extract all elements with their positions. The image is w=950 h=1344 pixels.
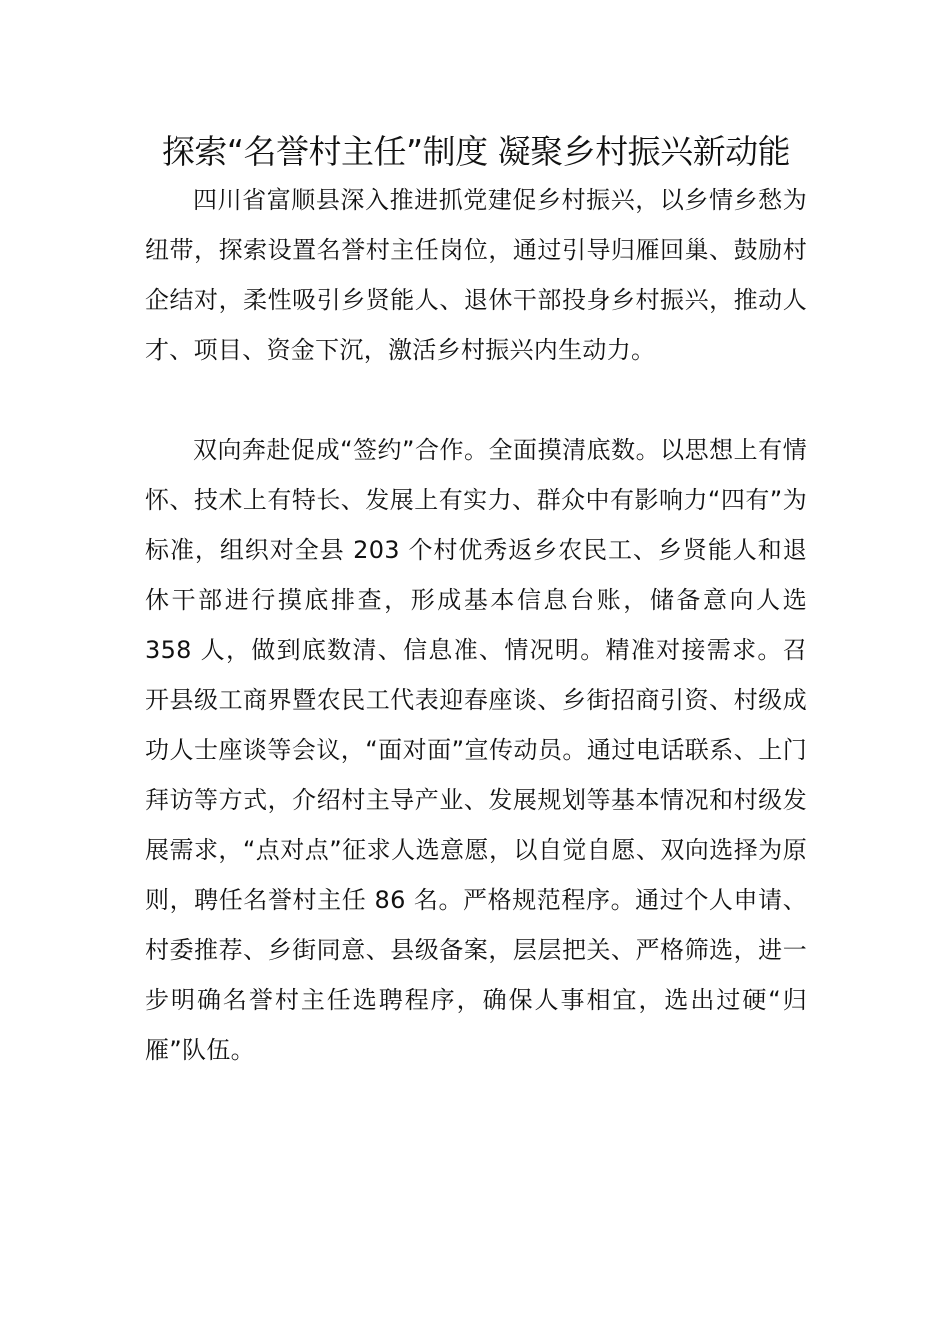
document-page	[145, 128, 807, 1075]
body-paragraph: 双向奔赴促成“签约”合作。全面摸清底数。以思想上有情怀、技术上有特长、发展上有实力、群众中有影响力“四有”为标准，组织对全县 203 个村优秀返乡农民工、乡贤能人和退休干部进行摸底排查，形成基本信息台账，储备意向人选 358 人，做到底数清、信息准、情况明。精准对接需求。召开县级工商界暨农民工代表迎春座谈、乡街招商引资、村级成功人士座谈等会议，“面对面”宣传动员。通过电话联系、上门拜访等方式，介绍村主导产业、发展规划等基本情况和村级发展需求，“点对点”征求人选意愿，以自觉自愿、双向选择为原则，聘任名誉村主任 86 名。严格规范程序。通过个人申请、村委推荐、乡街同意、县级备案，层层把关、严格筛选，进一步明确名誉村主任选聘程序，确保人事相宜，选出过硬“归雁”队伍。	[145, 436, 807, 1064]
intro-paragraph: 四川省富顺县深入推进抓党建促乡村振兴，以乡情乡愁为纽带，探索设置名誉村主任岗位，通过引导归雁回巢、鼓励村企结对，柔性吸引乡贤能人、退休干部投身乡村振兴，推动人才、项目、资金下沉，激活乡村振兴内生动力。	[145, 186, 807, 364]
document-title: 探索“名誉村主任”制度 凝聚乡村振兴新动能	[161, 132, 791, 171]
